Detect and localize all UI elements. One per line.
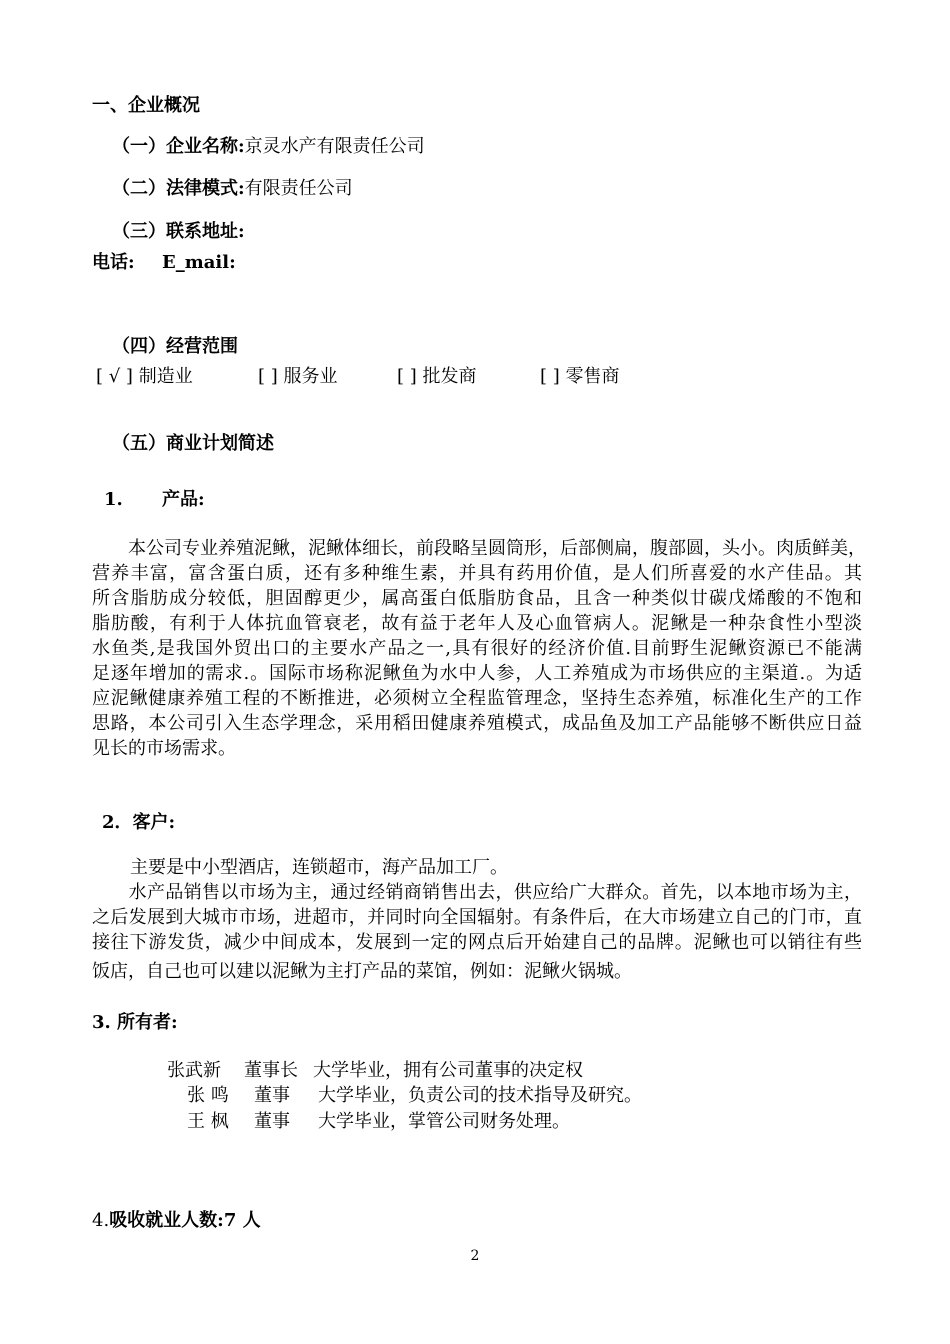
employment — [92, 1210, 261, 1232]
owner-title: 董事长 — [244, 1060, 298, 1081]
customer-line: 水产品销售以市场为主，通过经销商销售出去，供应给广大群众。首先，以本地市场为主， — [92, 882, 862, 903]
checkbox[interactable]: [ ] — [258, 366, 278, 387]
owner-name: 张武新 — [167, 1060, 221, 1081]
scope-option-service[interactable] — [258, 366, 338, 388]
scope-option-manufacturing[interactable] — [96, 366, 193, 388]
label: （一）企业名称: — [112, 136, 245, 157]
customer-line: 之后发展到大城市市场，进超市，并同时向全国辐射。有条件后，在大市场建立自己的门市，直 — [92, 907, 862, 928]
product-line: 足逐年增加的需求.。国际市场称泥鳅鱼为水中人参，人工养殖成为市场供应的主渠道.。为适 — [92, 663, 862, 684]
option-label: 零售商 — [565, 366, 620, 387]
scope-option-wholesale[interactable] — [397, 366, 477, 388]
product-line: 脂肪酸，有利于人体抗血管衰老，故有益于老年人及心血管病人。泥鳅是一种杂食性小型淡 — [92, 613, 862, 634]
company-name — [112, 136, 425, 158]
scope-option-retail[interactable] — [540, 366, 620, 388]
product-line: 见长的市场需求。 — [92, 738, 236, 759]
customer-heading: 2．客户: — [102, 812, 176, 833]
page-number: 2 — [470, 1248, 480, 1264]
plan-label: （五）商业计划简述 — [112, 433, 274, 454]
option-label: 批发商 — [422, 366, 477, 387]
checkbox[interactable]: [ ] — [540, 366, 560, 387]
owner-name: 王 枫 — [187, 1111, 229, 1132]
product-line: 所含脂肪成分较低，胆固醇更少，属高蛋白低脂肪食品，且含一种类似廿碳戊烯酸的不饱和 — [92, 588, 862, 609]
checkbox[interactable]: [ ] — [397, 366, 417, 387]
owners-heading: 3. 所有者: — [92, 1012, 178, 1033]
owner-name: 张 鸣 — [187, 1085, 229, 1106]
label: 吸收就业人数:7 人 — [109, 1210, 261, 1231]
owner-desc: 大学毕业，掌管公司财务处理。 — [318, 1111, 570, 1132]
scope-label: （四）经营范围 — [112, 336, 238, 357]
email-label: E_mail: — [162, 252, 236, 273]
legal-form — [112, 178, 353, 200]
product-line: 思路，本公司引入生态学理念，采用稻田健康养殖模式，成品鱼及加工产品能够不断供应日益 — [92, 713, 862, 734]
product-line: 应泥鳅健康养殖工程的不断推进，必须树立全程监管理念，坚持生态养殖，标准化生产的工作 — [92, 688, 862, 709]
customer-line: 接往下游发货，减少中间成本，发展到一定的网点后开始建自己的品牌。泥鳅也可以销往有些 — [92, 932, 862, 953]
address-label: （三）联系地址: — [112, 221, 245, 242]
owner-title: 董事 — [254, 1085, 290, 1106]
product-line: 水鱼类,是我国外贸出口的主要水产品之一,具有很好的经济价值.目前野生泥鳅资源已不能满 — [92, 638, 862, 659]
product-line: 本公司专业养殖泥鳅，泥鳅体细长，前段略呈圆筒形，后部侧扁，腹部圆，头小。肉质鲜美， — [92, 538, 866, 559]
checkbox[interactable]: [ √ ] — [96, 366, 133, 387]
product-heading-number: 1. — [104, 489, 123, 510]
number: 4. — [92, 1210, 110, 1231]
customer-line: 饭店，自己也可以建以泥鳅为主打产品的菜馆，例如：泥鳅火锅城。 — [92, 961, 632, 982]
value: 京灵水产有限责任公司 — [244, 136, 425, 157]
option-label: 制造业 — [138, 366, 193, 387]
option-label: 服务业 — [283, 366, 338, 387]
customer-line: 主要是中小型酒店，连锁超市，海产品加工厂。 — [130, 857, 508, 878]
label: （二）法律模式: — [112, 178, 245, 199]
owner-desc: 大学毕业，拥有公司董事的决定权 — [313, 1060, 583, 1081]
value: 有限责任公司 — [244, 178, 353, 199]
phone-label: 电话: — [92, 252, 135, 273]
product-heading: 产品: — [162, 489, 205, 510]
owner-desc: 大学毕业，负责公司的技术指导及研究。 — [318, 1085, 642, 1106]
owner-title: 董事 — [254, 1111, 290, 1132]
product-line: 营养丰富，富含蛋白质，还有多种维生素，并具有药用价值，是人们所喜爱的水产佳品。其 — [92, 563, 862, 584]
section-heading: 一、企业概况 — [92, 95, 200, 116]
